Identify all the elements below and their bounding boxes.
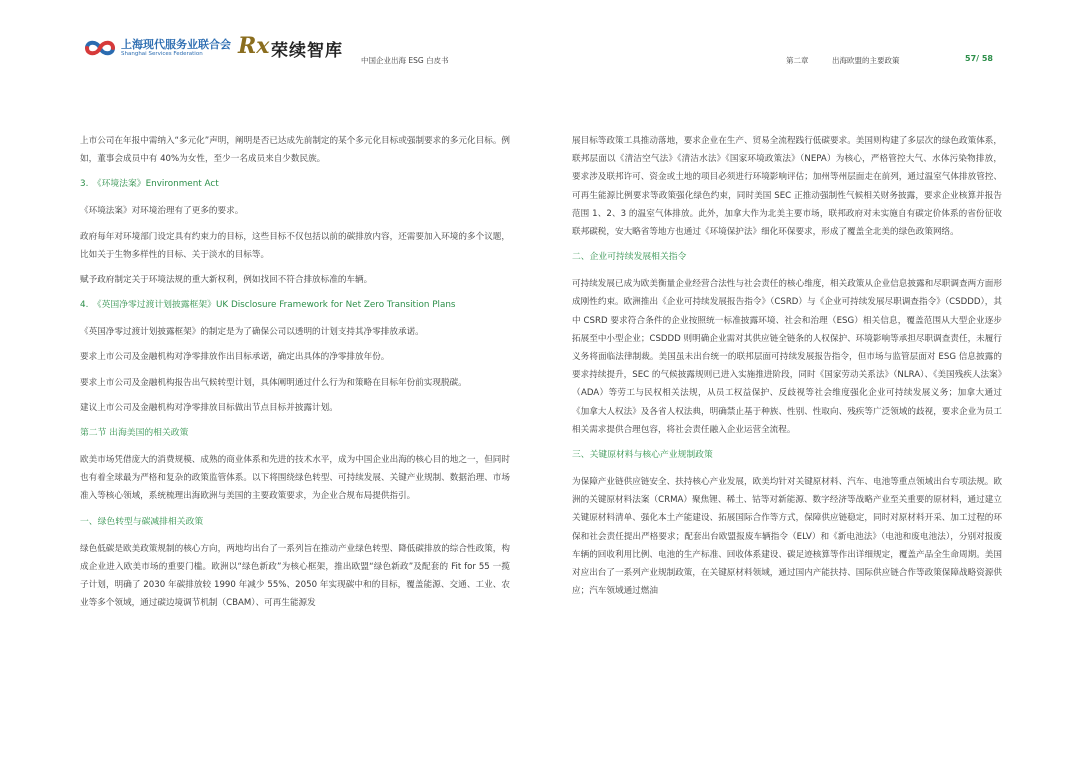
body-paragraph: 建议上市公司及金融机构对净零排放目标做出节点目标并披露计划。: [80, 402, 338, 413]
section-heading: 二、企业可持续发展相关指令: [572, 252, 687, 263]
org-name-en: Shanghai Services Federation: [121, 51, 203, 57]
org-logo-block: [84, 37, 231, 59]
body-paragraph: 可持续发展已成为欧美衡量企业经营合法性与社会责任的核心维度，相关政策从企业信息披露和尽职调查两方面形成刚性约束。欧洲推出《企业可持续发展报告指令》（CSRD）与《企业可持续发展尽职调查指令》（CSDDD），其中 CSRD 要求符合条件的企业按照统一标准披露环境、社会和治理（ESG）相关信息，覆盖范围从大型企业逐步拓展至中小型企业；CSDDD 则明确企业需对其供应链全链条的人权保护、环境影响等承担尽职调查责任，未履行义务将面临法律制裁。美国虽未出台统一的联邦层面可持续发展报告指令，但市场与监管层面对 ESG 信息披露的要求持续提升，SEC 的气候披露规则已进入实施推进阶段，同时《国家劳动关系法》（NLRA）、《美国残疾人法案》（ADA）等劳工与民权相关法规，从员工权益保护、反歧视等社会维度强化企业可持续发展义务；加拿大通过《加拿大人权法》及各省人权法典，明确禁止基于种族、性别、性取向、残疾等广泛领域的歧视，要求企业为员工相关需求提供合理包容，将社会责任融入企业运营全流程。: [572, 279, 1002, 435]
body-paragraph: 为保障产业链供应链安全、扶持核心产业发展，欧美均针对关键原材料、汽车、电池等重点领域出台专项法规。欧洲的关键原材料法案（CRMA）聚焦锂、稀土、钴等对新能源、数字经济等战略产业至关重要的原材料，通过建立关键原材料清单、强化本土产能建设、拓展国际合作等方式，保障供应链稳定，同时对原材料开采、加工过程的环保和社会责任提出严格要求；配套出台欧盟报废车辆指令（ELV）和《新电池法》（电池和废电池法），分别对报废车辆的回收利用比例、电池的生产标准、回收体系建设、碳足迹核算等作出详细规定，覆盖产品全生命周期。美国对应出台了一系列产业规制政策，在关键原材料领域，通过国内产能扶持、国际供应链合作等政策保障战略资源供应；汽车领域通过燃油: [572, 477, 1002, 597]
federation-logo-icon: [84, 37, 116, 59]
section-heading: 第二节 出海美国的相关政策: [80, 428, 189, 439]
brand-name: 荣续智库: [271, 41, 343, 61]
document-title: 中国企业出海 ESG 白皮书: [361, 56, 449, 65]
body-paragraph: 欧美市场凭借庞大的消费规模、成熟的商业体系和先进的技术水平，成为中国企业出海的核心目的地之一，但同时也有着全球最为严格和复杂的政策监管体系。以下将围绕绿色转型、可持续发展、关键产业规制、数据治理、市场准入等核心领域，系统梳理出海欧洲与美国的主要政策要求，为企业合规布局提供指引。: [80, 455, 510, 502]
body-paragraph: 绿色低碳是欧美政策规制的核心方向，两地均出台了一系列旨在推动产业绿色转型、降低碳排放的综合性政策，构成企业进入欧美市场的重要门槛。欧洲以“绿色新政”为核心框架，推出欧盟“绿色新政”及配套的 Fit for 55 一揽子计划，明确了 2030 年碳排放较 1990 年减少 55%、2050 年实现碳中和的目标，覆盖能源、交通、工业、农业等多个领域，通过碳边境调节机制（CBAM）、可再生能源发: [80, 543, 510, 609]
org-text: [121, 38, 231, 58]
body-paragraph: 政府每年对环境部门设定具有约束力的目标，这些目标不仅包括以前的碳排放内容，还需要加入环境的多个议题，比如关于生物多样性的目标、关于淡水的目标等。: [80, 231, 510, 260]
page-number: 57/ 58: [965, 54, 993, 63]
section-heading: 一、绿色转型与碳减排相关政策: [80, 516, 204, 527]
left-column: [80, 132, 510, 619]
rx-logo: Rx: [238, 33, 270, 59]
section-heading: 4. 《英国净零过渡计划披露框架》UK Disclosure Framework for Net Zero Transition Plans: [80, 300, 456, 311]
org-name: 上海现代服务业联合会: [121, 38, 231, 51]
section-name: 出海欧盟的主要政策: [832, 56, 900, 65]
body-paragraph: 要求上市公司及金融机构报告出气候转型计划，具体阐明通过什么行为和策略在目标年份前实现脱碳。: [80, 377, 467, 388]
body-paragraph: 《英国净零过渡计划披露框架》的制定是为了确保公司以透明的计划支持其净零排放承诺。: [80, 327, 424, 338]
right-column: [572, 132, 1002, 607]
section-heading: 3. 《环境法案》Environment Act: [80, 179, 219, 190]
section-heading: 三、关键原材料与核心产业规制政策: [572, 450, 713, 461]
body-paragraph: 要求上市公司及金融机构对净零排放作出目标承诺，确定出具体的净零排放年份。: [80, 352, 390, 363]
body-paragraph: 赋予政府制定关于环境法规的重大新权利，例如找回不符合排放标准的车辆。: [80, 275, 373, 286]
body-paragraph: 上市公司在年报中需纳入“多元化”声明，阐明是否已达成先前制定的某个多元化目标或强制要求的多元化目标。例如，董事会成员中有 40%为女性，至少一名成员来自少数民族。: [80, 136, 511, 165]
body-paragraph: 展目标等政策工具推动落地，要求企业在生产、贸易全流程践行低碳要求。美国则构建了多层次的绿色政策体系，联邦层面以《清洁空气法》《清洁水法》《国家环境政策法》（NEPA）为核心，严格管控大气、水体污染物排放，要求涉及联邦许可、资金或土地的项目必须进行环境影响评估；加州等州层面走在前列，通过温室气体排放管控、可再生能源比例要求等政策强化绿色约束，同时美国 SEC 正推动强制性气候相关财务披露，要求企业核算并报告范围 1、2、3 的温室气体排放。此外，加拿大作为北美主要市场，联邦政府对未实施自有碳定价体系的省份征收联邦碳税，安大略省等地方也通过《环境保护法》细化环保要求，形成了覆盖全北美的绿色政策网络。: [572, 136, 1002, 238]
chapter-label: 第二章: [786, 56, 809, 65]
body-paragraph: 《环境法案》对环境治理有了更多的要求。: [80, 206, 244, 217]
